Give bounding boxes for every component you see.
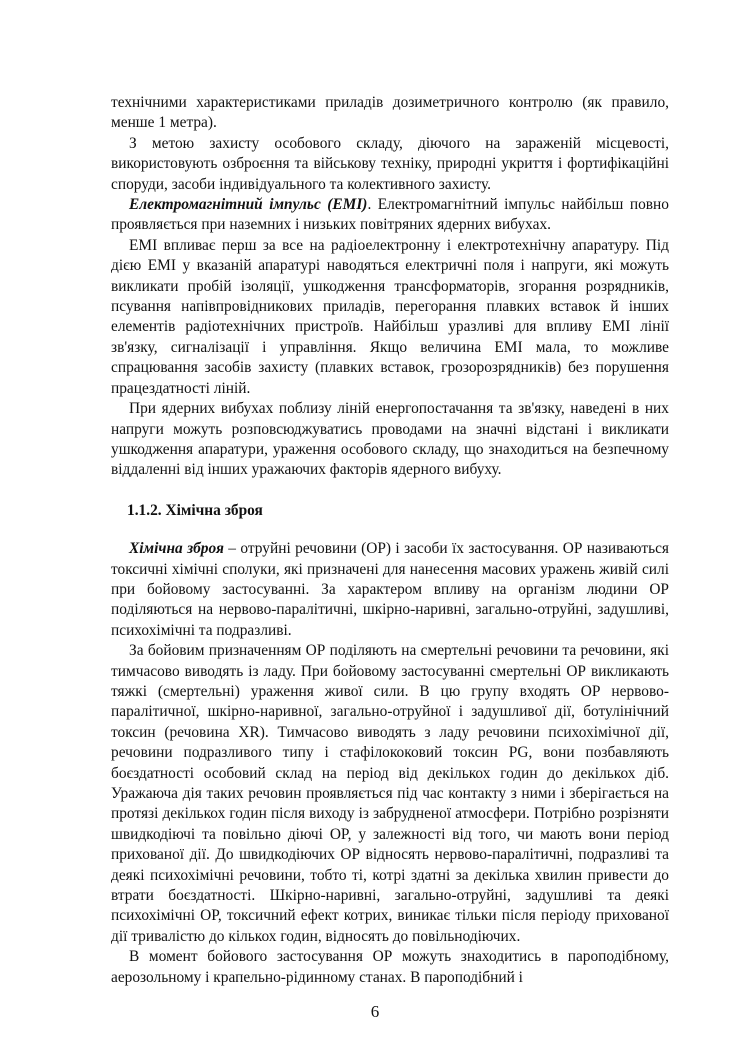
- document-body: [111, 93, 669, 988]
- paragraph-text: – отруйні речовини (ОР) і засоби їх застосування. ОР називаються токсичні хімічні сполуки, які призначені для нанесення масових уражень живій силі при бойовому застосуванні. За характером впливу на організм людини ОР поділяються на нервово-паралітичні, шкірно-наривні, загально-отруйні, задушливі, психохімічні та подразливі.: [111, 540, 670, 639]
- paragraph: В момент бойового застосування ОР можуть знаходитись в пароподібному, аерозольному і крапельно-рідинному станах. В пароподібний і: [111, 948, 669, 986]
- paragraph-text: . Електромагнітний імпульс найбільш повно проявляється при наземних і низьких повітряних ядерних вибухах.: [111, 196, 669, 234]
- term-chemical-weapon: Хімічна зброя: [129, 540, 224, 558]
- paragraph: З метою захисту особового складу, діючого на зараженій місцевості, використовують озброєння та військову техніку, природні укриття і фортифікаційні споруди, засоби індивідуального та колективного захисту.: [111, 134, 669, 193]
- paragraph: [111, 539, 669, 641]
- paragraph: технічними характеристиками приладів дозиметричного контролю (як правило, менше 1 метра).: [111, 94, 669, 132]
- section-heading: 1.1.2. Хімічна зброя: [127, 501, 263, 519]
- term-emi: Електромагнітний імпульс (ЕМІ): [129, 196, 368, 214]
- paragraph: ЕМІ впливає перш за все на радіоелектронну і електротехнічну апаратуру. Під дією ЕМІ у вказаній апаратурі наводяться електричні поля і напруги, які можуть викликати пробій ізоляції, ушкодження трансформаторів, згорання розрядників, псування напівпровідникових приладів, перегорання плавких вставок й інших елементів радіотехнічних пристроїв. Найбільш уразливі для впливу ЕМІ лінії зв'язку, сигналізації і управління. Якщо величина ЕМІ мала, то можливе спрацювання засобів захисту (плавких вставок, грозорозрядників) без порушення працездатності ліній.: [111, 236, 669, 397]
- paragraph: [111, 195, 669, 236]
- page-number: 6: [370, 1002, 380, 1021]
- paragraph: За бойовим призначенням ОР поділяють на смертельні речовини та речовини, які тимчасово виводять із ладу. При бойовому застосуванні смертельні ОР викликають тяжкі (смертельні) ураження живої сили. В цю групу входять ОР нервово-паралітичної, шкірно-наривної, загально-отруйної і задушливої дії, ботулінічний токсин (речовина ХR). Тимчасово виводять з ладу речовини психохімічної дії, речовини подразливого типу і стафілококовий токсин PG, вони позбавляють боєздатності особовий склад на період від декількох годин до декількох діб. Уражаюча дія таких речовин проявляється під час контакту з ними і зберігається на протязі декількох годин після виходу із забрудненої атмосфери. Потрібно розрізняти швидкодіючі та повільно діючі ОР, у залежності від того, чи мають вони період прихованої дії. До швидкодіючих ОР відносять нервово-паралітичні, подразливі та деякі психохімічні речовини, тобто ті, котрі здатні за декілька хвилин привести до втрати боєздатності. Шкірно-наривні, загально-отруйні, задушливі та деякі психохімічні ОР, токсичний ефект котрих, виникає тільки після періоду прихованої дії тривалістю до кількох годин, відносять до повільнодіючих.: [111, 642, 669, 945]
- paragraph: При ядерних вибухах поблизу ліній енергопостачання та зв'язку, наведені в них напруги можуть розповсюджуватись проводами на значні відстані і викликати ушкодження апаратури, ураження особового складу, що знаходиться на безпечному віддаленні від інших уражаючих факторів ядерного вибуху.: [111, 400, 669, 479]
